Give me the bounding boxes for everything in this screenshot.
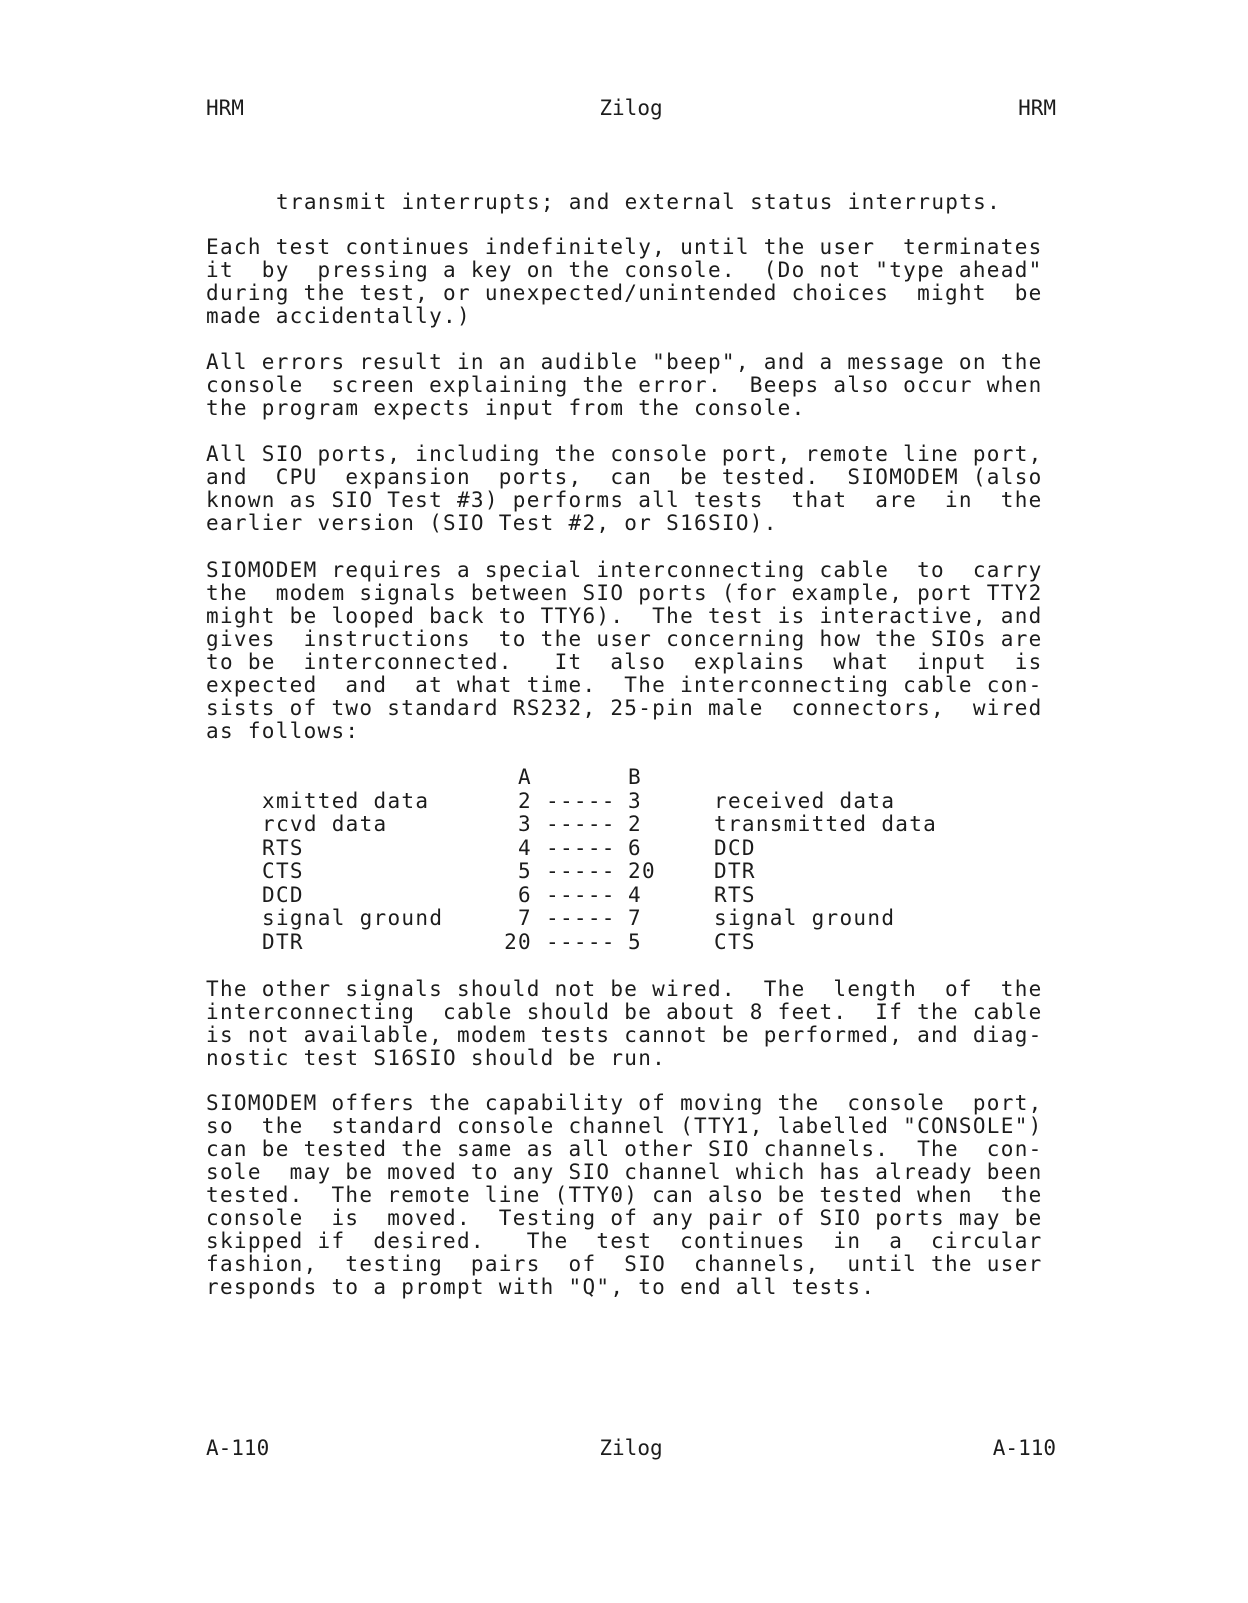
pin-b: 20 [628, 859, 656, 883]
pin-b: 2 [628, 812, 642, 836]
header-left: HRM [206, 96, 244, 120]
paragraph-test-continues: Each test continues indefinitely, until the user terminates it by pressing a key on the console. (Do not "type ahead" during the test, or unexpected/unintended choices might be made accidentally.) [206, 235, 1043, 328]
footer-right: A-110 [992, 1436, 1056, 1460]
header-center: Zilog [599, 96, 663, 120]
wiring-header-row [262, 766, 962, 790]
paragraph-sio-ports: All SIO ports, including the console port, remote line port, and CPU expansion ports, can be tested. SIOMODEM (also known as SIO Test #3) performs all tests that are in the earlier version (SIO Test #2, or S16SIO). [206, 442, 1043, 535]
table-row [262, 860, 962, 884]
wire-dash: ----- [546, 859, 616, 883]
pin-b: 3 [628, 788, 642, 813]
signal-a: rcvd data [262, 812, 388, 836]
pin-a: 4 [518, 835, 532, 860]
signal-b: CTS [714, 929, 756, 954]
wire-dash: ----- [546, 882, 616, 907]
wire-dash: ----- [546, 835, 616, 860]
pin-a: 6 [518, 882, 532, 907]
wiring-table [262, 766, 962, 954]
signal-a: DTR [262, 929, 304, 954]
signal-b: DTR [714, 859, 756, 883]
wire-dash: ----- [546, 788, 616, 813]
table-row [262, 813, 962, 837]
signal-b: DCD [714, 835, 756, 860]
footer-center: Zilog [599, 1436, 663, 1460]
paragraph-other-signals: The other signals should not be wired. The length of the interconnecting cable should be about 8 feet. If the cable is not available, modem tests cannot be performed, and diag- nostic test S16SIO should be run. [206, 977, 1043, 1070]
pin-b: 5 [628, 929, 642, 954]
pin-b: 4 [628, 882, 642, 907]
pin-a: 7 [518, 906, 532, 930]
intro-line: transmit interrupts; and external status interrupts. [276, 190, 1002, 214]
signal-a: DCD [262, 882, 304, 907]
pin-b: 7 [628, 906, 642, 930]
paragraph-cable: SIOMODEM requires a special interconnecting cable to carry the modem signals between SIO ports (for example, port TTY2 might be looped back to TTY6). The test is interactive, and gives instructions to the user concerning how the SIOs are to be interconnected. It also explains what input is expected and at what time. The interconnecting cable con- sists of two standard RS232, 25-pin male connectors, wired as follows: [206, 558, 1043, 743]
page-footer [206, 1436, 1056, 1460]
col-a-header: A [518, 765, 532, 789]
header-right: HRM [1018, 96, 1056, 120]
table-row [262, 837, 962, 861]
paragraph-console-port: SIOMODEM offers the capability of moving the console port, so the standard console channel (TTY1, labelled "CONSOLE") can be tested the same as all other SIO channels. The con- sole may be moved to any SIO channel which has already been tested. The remote line (TTY0) can also be tested when the console is moved. Testing of any pair of SIO ports may be skipped if desired. The test continues in a circular fashion, testing pairs of SIO channels, until the user responds to a prompt with "Q", to end all tests. [206, 1091, 1043, 1299]
wire-dash: ----- [546, 812, 616, 836]
pin-a: 5 [518, 859, 532, 883]
table-row [262, 907, 962, 931]
signal-b: signal ground [714, 906, 896, 930]
signal-a: RTS [262, 835, 304, 860]
signal-b: transmitted data [714, 812, 938, 836]
wire-dash: ----- [546, 906, 616, 930]
wire-dash: ----- [546, 929, 616, 954]
pin-a: 3 [518, 812, 532, 836]
table-row [262, 884, 962, 908]
signal-a: xmitted data [262, 788, 430, 813]
table-row [262, 790, 962, 814]
footer-left: A-110 [206, 1436, 270, 1460]
signal-b: received data [714, 788, 896, 813]
signal-a: CTS [262, 859, 304, 883]
pin-a: 20 [504, 929, 532, 954]
col-b-header: B [628, 765, 642, 789]
table-row [262, 931, 962, 955]
signal-b: RTS [714, 882, 756, 907]
paragraph-errors: All errors result in an audible "beep", and a message on the console screen explaining the error. Beeps also occur when the program expects input from the console. [206, 350, 1043, 420]
pin-a: 2 [518, 788, 532, 813]
page-header [206, 96, 1056, 120]
pin-b: 6 [628, 835, 642, 860]
signal-a: signal ground [262, 906, 444, 930]
